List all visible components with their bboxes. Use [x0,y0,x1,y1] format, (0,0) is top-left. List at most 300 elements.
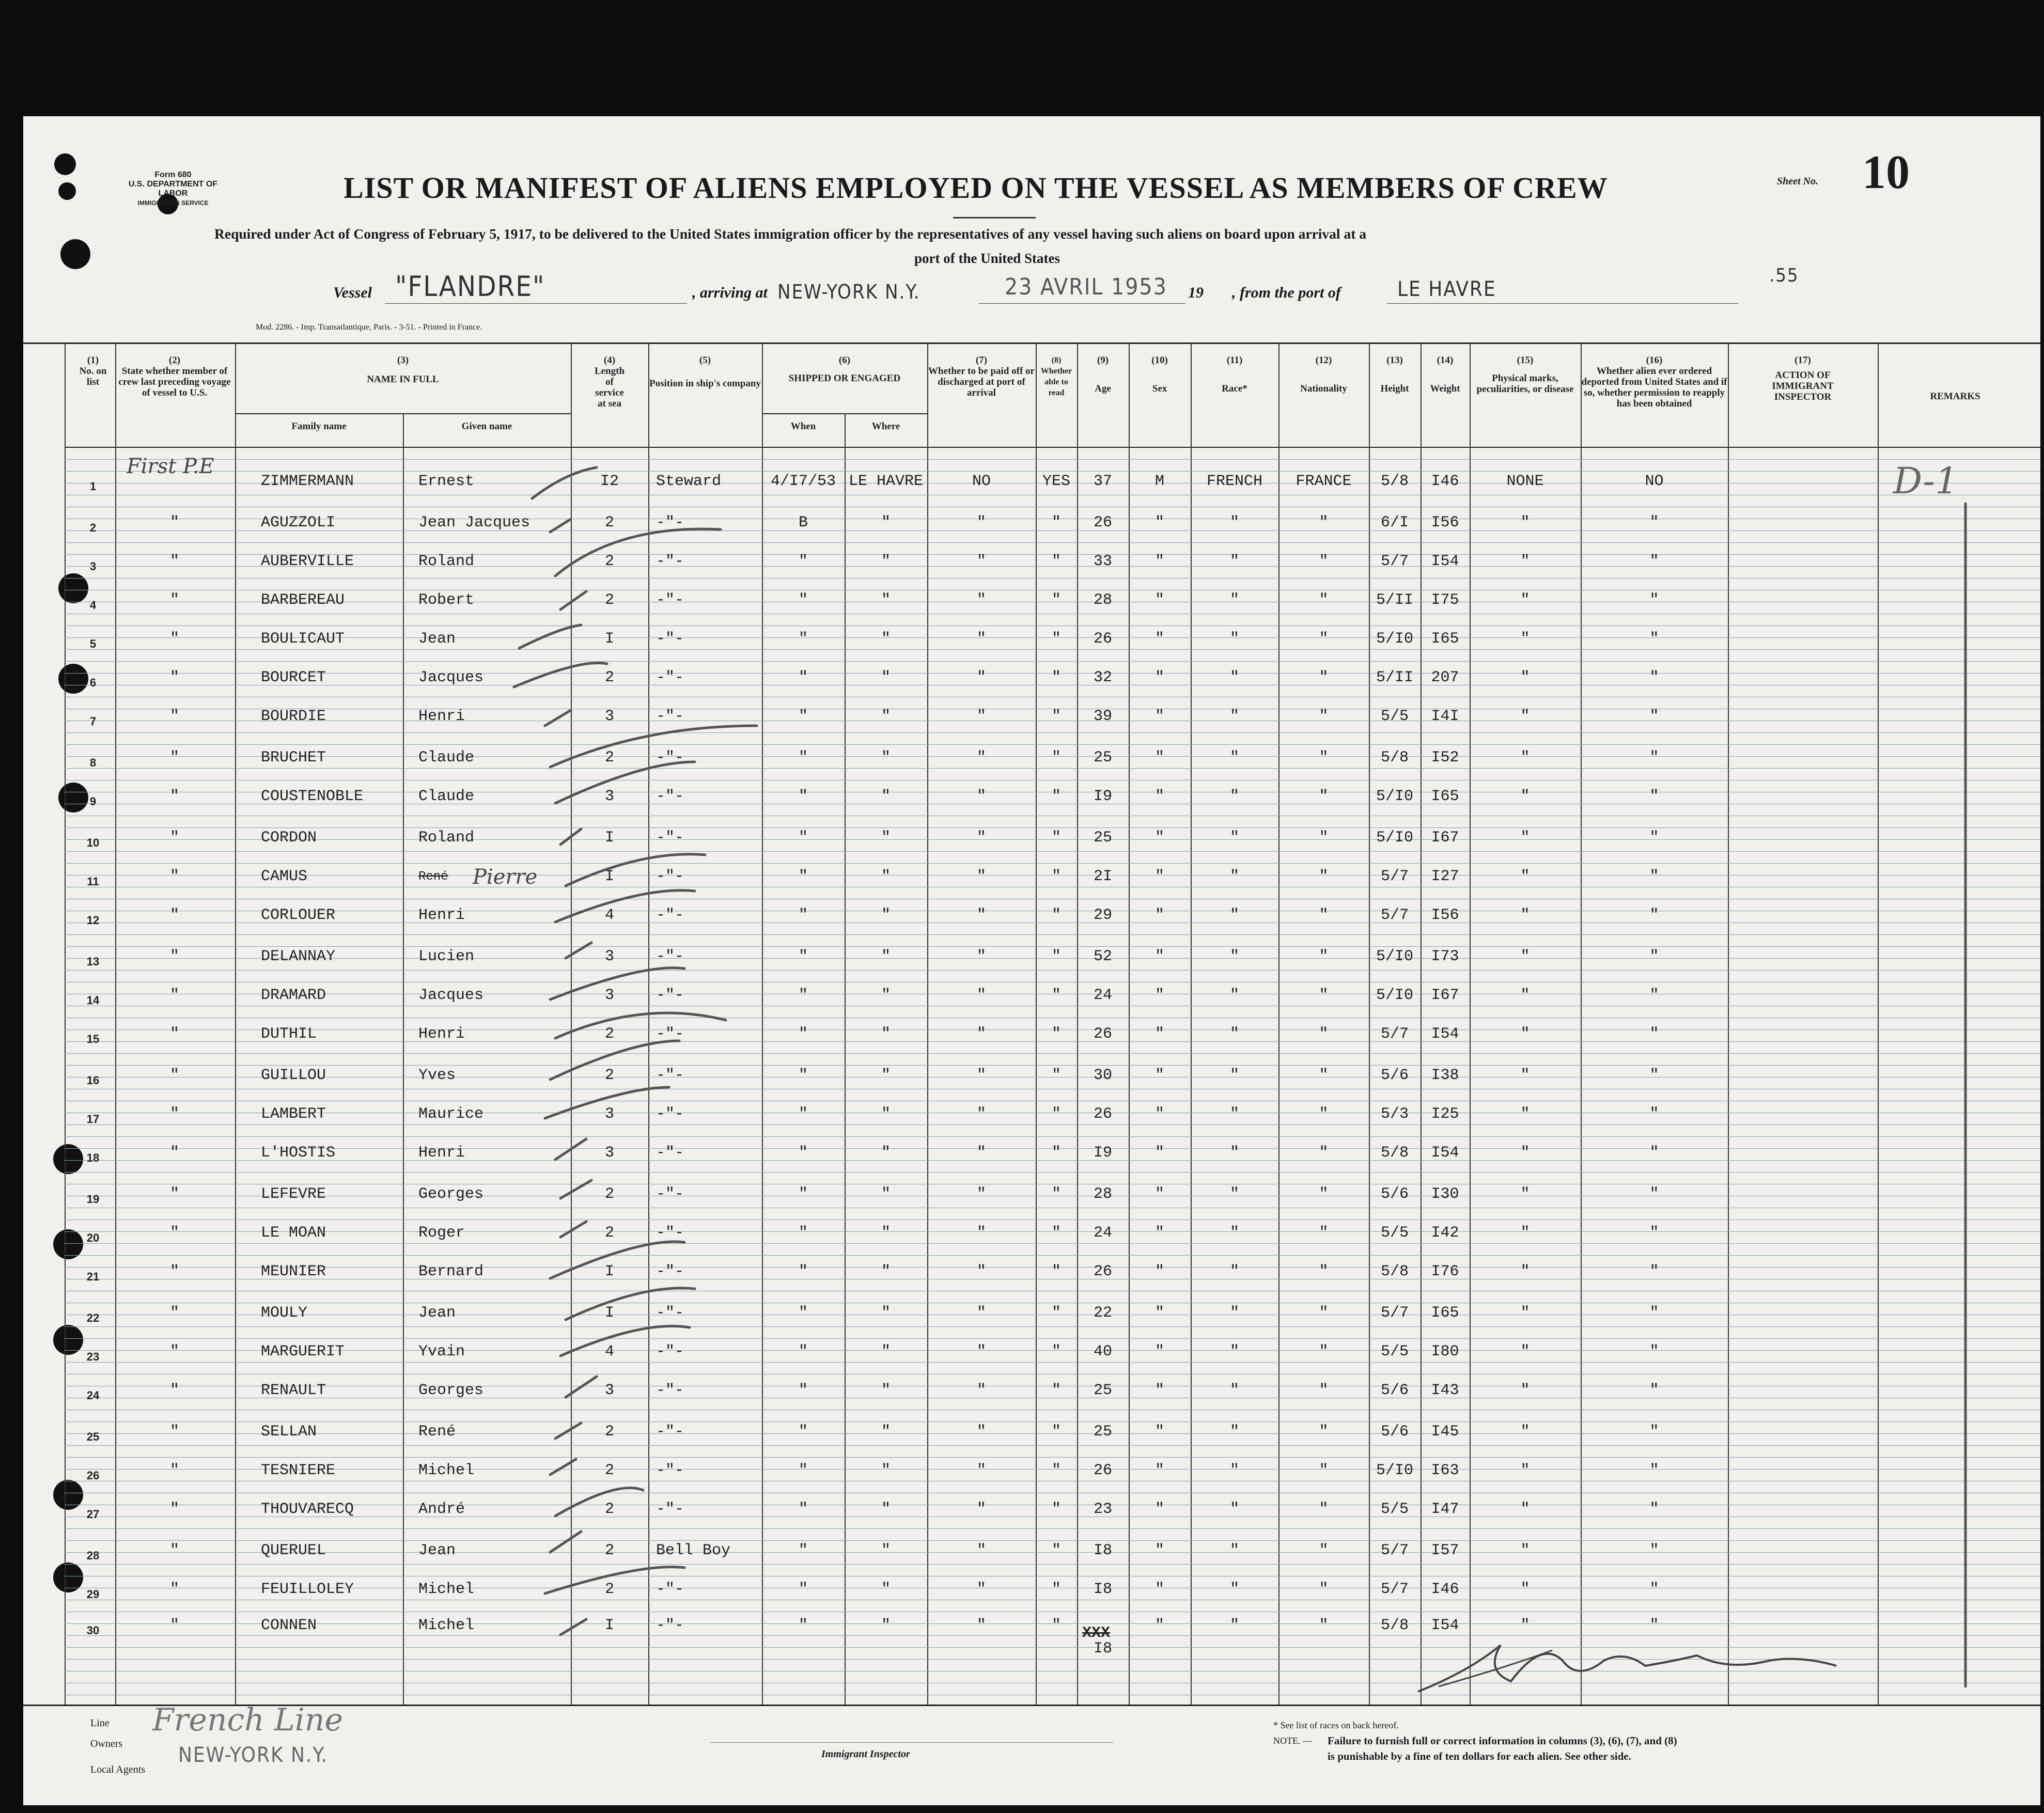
cell-age: 24 [1093,1224,1112,1242]
cell-read: " [1051,788,1061,805]
cell-paid: " [976,749,986,767]
inspector-signature-line [710,1742,1113,1743]
cell-paid: " [976,591,986,609]
cell-nationality: " [1319,788,1329,805]
cell-nationality: " [1319,948,1329,965]
col-marks-header: (15) Physical marks, peculiarities, or disease [1476,355,1574,395]
pencil-check-marks [23,116,2040,1805]
col-sex-header: (10) Sex [1151,355,1168,394]
cell-family: DELANNAY [261,948,336,965]
cell-marks: " [1520,1581,1530,1598]
cell-weight: I47 [1431,1501,1459,1518]
cell-read: " [1051,1581,1061,1598]
cell-paid: " [976,1185,986,1203]
cell-family: BARBEREAU [261,591,345,609]
cell-height: 5/I0 [1376,948,1413,965]
cell-deported: " [1649,1462,1659,1479]
cell-height: 5/I0 [1376,829,1413,847]
arrival-date: 23 AVRIL 1953 [1005,274,1167,300]
cell-where: " [881,553,891,570]
cell-race: " [1229,829,1239,847]
cell-position: -"- [656,1581,684,1598]
cell-height: 5/7 [1380,906,1409,924]
cell-nationality: " [1319,630,1329,648]
cell-height: 5/5 [1380,1224,1409,1242]
cell-nationality: " [1319,987,1329,1004]
cell-given: Lucien [418,948,475,965]
cell-read: " [1051,669,1061,686]
cell-position: -"- [656,788,684,805]
cell-where: " [881,749,891,767]
arriving-port: NEW-YORK N.Y. [777,280,920,303]
cell-given: Roger [418,1224,465,1242]
cell-family: DRAMARD [261,987,326,1004]
col-service-header: (4) Length of service at sea [594,355,625,409]
cell-prev: " [169,1224,179,1242]
cell-service: 3 [604,987,614,1004]
cell-prev: " [169,669,179,686]
cell-height: 5/8 [1380,749,1409,767]
cell-position: -"- [656,906,684,924]
cell-race: " [1229,708,1239,725]
cell-service: I [604,1304,614,1322]
row-number: 12 [86,914,100,927]
cell-position: -"- [656,1263,684,1280]
cell-age: I8 [1093,1581,1112,1598]
cell-sex: " [1154,829,1164,847]
cell-family: CORDON [261,829,317,847]
footer-owners-label: Owners [90,1738,123,1749]
cell-nationality: " [1319,1144,1329,1162]
cell-sex: " [1154,1304,1164,1322]
cell-service: 3 [604,708,614,725]
cell-family: MARGUERIT [261,1343,345,1361]
cell-when: " [798,1581,808,1598]
cell-when: " [798,1462,808,1479]
cell-deported: NO [1645,473,1664,490]
col-paid-off-header: (7) Whether to be paid off or discharged at port of arrival [928,355,1035,398]
cell-sex: " [1154,708,1164,725]
cell-where: " [881,1542,891,1559]
row-number: 11 [87,875,99,888]
cell-weight: I67 [1431,829,1459,847]
age-struck-text: XXX [1082,1624,1111,1642]
cell-race: " [1229,1617,1239,1634]
cell-weight: I65 [1431,788,1459,805]
cell-paid: " [976,708,986,725]
cell-height: 5/I0 [1376,1462,1413,1479]
cell-given: Georges [418,1382,484,1399]
cell-given: René [418,1423,456,1441]
cell-height: 5/6 [1380,1423,1409,1441]
cell-where: " [881,987,891,1004]
cell-family: BOULICAUT [261,630,345,648]
cell-where: " [881,1304,891,1322]
cell-marks: " [1520,987,1530,1004]
cell-read: " [1051,868,1061,885]
cell-race: " [1229,669,1239,686]
cell-race: " [1229,1224,1239,1242]
cell-when: " [798,708,808,725]
cell-read: " [1051,708,1061,725]
cell-given: Henri [418,1144,465,1162]
cell-position: -"- [656,1144,684,1162]
cell-weight: I65 [1431,630,1459,648]
cell-service: 3 [604,948,614,965]
cell-prev: " [169,1025,179,1043]
manifest-sheet [23,116,2040,1805]
cell-paid: " [976,1105,986,1123]
cell-nationality: " [1319,1581,1329,1598]
cell-nationality: " [1319,1423,1329,1441]
cell-deported: " [1649,749,1659,767]
first-pe-note: First P.E [127,455,214,478]
cell-race: " [1229,1382,1239,1399]
cell-service: 2 [604,514,614,532]
cell-sex: " [1154,1144,1164,1162]
printer-line: Mod. 2286. - Imp. Transatlantique, Paris. - 3-51. - Printed in France. [256,323,482,332]
cell-marks: " [1520,948,1530,965]
cell-read: " [1051,1501,1061,1518]
cell-deported: " [1649,591,1659,609]
from-port: LE HAVRE [1397,277,1496,301]
cell-when: " [798,1224,808,1242]
cell-marks: " [1520,1542,1530,1559]
cell-service: 2 [604,1025,614,1043]
cell-given: Yves [418,1067,456,1084]
cell-prev: " [169,1144,179,1162]
col-deported-header: (16) Whether alien ever ordered deported from United States and if so, whether permission to reapply has been obtained [1581,355,1727,409]
cell-sex: " [1154,1501,1164,1518]
cell-family: MEUNIER [261,1263,326,1280]
cell-prev: " [169,1067,179,1084]
cell-service: 2 [604,1224,614,1242]
cell-nationality: " [1319,749,1329,767]
cell-weight: I43 [1431,1382,1459,1399]
cell-prev: " [169,906,179,924]
cell-given: Henri [418,1025,465,1043]
cell-position: -"- [656,1025,684,1043]
cell-service: I [604,1263,614,1280]
cell-position: -"- [656,669,684,686]
cell-height: 5/I0 [1376,987,1413,1004]
cell-prev: " [169,1617,179,1634]
cell-family: LE MOAN [261,1224,326,1242]
cell-read: " [1051,1224,1061,1242]
cell-sex: " [1154,630,1164,648]
col-weight-header: (14) Weight [1430,355,1460,394]
cell-prev: " [169,829,179,847]
cell-weight: I56 [1431,906,1459,924]
given-name-correction: Pierre [473,865,538,889]
cell-deported: " [1649,1501,1659,1518]
cell-family: LAMBERT [261,1105,326,1123]
cell-where: " [881,708,891,725]
cell-where: " [881,591,891,609]
cell-deported: " [1649,906,1659,924]
cell-given: Yvain [418,1343,465,1361]
cell-read: " [1051,906,1061,924]
form-number: Form 680 U.S. DEPARTMENT OF LABOR IMMIGRATION SERVICE [128,170,218,207]
col-name-header: (3) NAME IN FULL [367,355,439,385]
cell-sex: " [1154,669,1164,686]
cell-where: " [881,1617,891,1634]
cell-race: " [1229,906,1239,924]
cell-sex: " [1154,1542,1164,1559]
cell-nationality: " [1319,553,1329,570]
cell-position: -"- [656,1224,684,1242]
row-number: 17 [86,1113,100,1126]
cell-marks: " [1520,1382,1530,1399]
cell-position: -"- [656,708,684,725]
cell-paid: " [976,1144,986,1162]
cell-nationality: FRANCE [1296,473,1352,490]
cell-read: " [1051,749,1061,767]
cell-where: " [881,1025,891,1043]
cell-height: 5/6 [1380,1185,1409,1203]
cell-when: " [798,906,808,924]
cell-race: " [1229,630,1239,648]
cell-where: " [881,1263,891,1280]
cell-marks: " [1520,1185,1530,1203]
cell-deported: " [1649,948,1659,965]
cell-read: " [1051,1343,1061,1361]
cell-when: " [798,987,808,1004]
cell-when: " [798,1542,808,1559]
cell-read: " [1051,1144,1061,1162]
cell-sex: " [1154,987,1164,1004]
cell-sex: " [1154,1343,1164,1361]
cell-age: 23 [1093,1501,1112,1518]
cell-position: Bell Boy [656,1542,731,1559]
inspector-signature [1408,1630,1873,1702]
cell-family: DUTHIL [261,1025,317,1043]
cell-prev: " [169,1263,179,1280]
cell-age: 25 [1093,1423,1112,1441]
cell-when: " [798,553,808,570]
cell-weight: I54 [1431,553,1459,570]
cell-race: " [1229,1105,1239,1123]
col-no-header: (1) No. on list [79,355,107,387]
cell-weight: I42 [1431,1224,1459,1242]
cell-when: " [798,788,808,805]
cell-nationality: " [1319,514,1329,532]
cell-race: " [1229,987,1239,1004]
cell-nationality: " [1319,1343,1329,1361]
cell-height: 5/8 [1380,1263,1409,1280]
cell-read: " [1051,591,1061,609]
cell-paid: " [976,514,986,532]
remarks-d1-mark: D-1 [1893,460,1958,502]
cell-deported: " [1649,1423,1659,1441]
cell-weight: I63 [1431,1462,1459,1479]
cell-family: COUSTENOBLE [261,788,364,805]
sheet-number: 10 [1862,146,1910,198]
cell-height: 5/II [1376,591,1413,609]
cell-age: 33 [1093,553,1112,570]
col-family-name-header: Family name [291,421,347,432]
cell-where: " [881,829,891,847]
cell-marks: " [1520,591,1530,609]
cell-service: 2 [604,1185,614,1203]
cell-race: " [1229,1501,1239,1518]
immigrant-inspector-label: Immigrant Inspector [821,1748,910,1760]
cell-given: Michel [418,1462,475,1479]
cell-height: 5/5 [1380,1501,1409,1518]
cell-age: 25 [1093,749,1112,767]
cell-paid: " [976,906,986,924]
cell-given: Bernard [418,1263,484,1280]
cell-paid: " [976,1067,986,1084]
cell-where: LE HAVRE [848,473,924,490]
cell-given: Jean [418,1542,456,1559]
year-label: 19 [1188,284,1204,301]
cell-nationality: " [1319,1462,1329,1479]
cell-service: 2 [604,749,614,767]
cell-marks: " [1520,1263,1530,1280]
cell-paid: " [976,1382,986,1399]
col-when-header: When [790,421,816,432]
cell-sex: " [1154,1382,1164,1399]
cell-deported: " [1649,514,1659,532]
cell-service: 4 [604,906,614,924]
row-number: 3 [89,560,97,573]
cell-given: Michel [418,1581,475,1598]
cell-nationality: " [1319,906,1329,924]
cell-family: LEFEVRE [261,1185,326,1203]
row-number: 14 [86,994,100,1007]
cell-read: " [1051,1542,1061,1559]
cell-weight: I73 [1431,948,1459,965]
cell-position: -"- [656,948,684,965]
cell-weight: I25 [1431,1105,1459,1123]
cell-age: 25 [1093,1382,1112,1399]
cell-prev: " [169,868,179,885]
cell-age: 28 [1093,591,1112,609]
cell-when: " [798,1105,808,1123]
cell-where: " [881,868,891,885]
cell-race: " [1229,1025,1239,1043]
cell-paid: " [976,630,986,648]
cell-sex: M [1154,473,1164,490]
cell-height: 5/6 [1380,1382,1409,1399]
cell-service: I [604,1617,614,1634]
cell-age: I8 [1093,1542,1112,1559]
cell-given: Jacques [418,669,484,686]
cell-weight: I80 [1431,1343,1459,1361]
cell-deported: " [1649,708,1659,725]
cell-when: " [798,1617,808,1634]
col-where-header: Where [871,421,900,432]
cell-position: -"- [656,1423,684,1441]
cell-service: I2 [600,473,619,490]
cell-age: 25 [1093,829,1112,847]
cell-marks: " [1520,1343,1530,1361]
cell-weight: I30 [1431,1185,1459,1203]
cell-position: -"- [656,987,684,1004]
cell-age: 26 [1093,1025,1112,1043]
col-given-name-header: Given name [461,421,512,432]
cell-nationality: " [1319,1304,1329,1322]
cell-height: 5/5 [1380,708,1409,725]
cell-when: " [798,1067,808,1084]
row-number: 18 [86,1151,100,1164]
cell-where: " [881,669,891,686]
cell-sex: " [1154,1067,1164,1084]
cell-where: " [881,1581,891,1598]
cell-deported: " [1649,987,1659,1004]
cell-family: THOUVARECQ [261,1501,354,1518]
cell-marks: " [1520,1617,1530,1634]
cell-race: " [1229,553,1239,570]
cell-sex: " [1154,1617,1164,1634]
cell-deported: " [1649,553,1659,570]
cell-age: 40 [1093,1343,1112,1361]
cell-marks: " [1520,788,1530,805]
cell-paid: " [976,1263,986,1280]
col-age-header: (9) Age [1095,355,1111,394]
cell-service: 2 [604,1067,614,1084]
cell-family: AUBERVILLE [261,553,354,570]
cell-age: 37 [1093,473,1112,490]
cell-marks: " [1520,1105,1530,1123]
col-read-header: (8) Whether able to read [1040,356,1072,397]
cell-sex: " [1154,591,1164,609]
cell-weight: I67 [1431,987,1459,1004]
cell-when: " [798,669,808,686]
cell-race: " [1229,948,1239,965]
cell-where: " [881,1144,891,1162]
cell-marks: " [1520,868,1530,885]
cell-marks: " [1520,630,1530,648]
cell-height: 5/II [1376,669,1413,686]
row-number: 4 [89,599,97,612]
cell-when: " [798,829,808,847]
cell-service: 2 [604,1423,614,1441]
cell-position: -"- [656,514,684,532]
cell-given: Henri [418,708,465,725]
cell-where: " [881,1501,891,1518]
cell-given: Robert [418,591,475,609]
cell-prev: " [169,788,179,805]
code-number: .55 [1769,265,1799,286]
cell-read: " [1051,1382,1061,1399]
cell-position: -"- [656,1304,684,1322]
col-remarks-header: REMARKS [1930,391,1980,402]
cell-paid: " [976,987,986,1004]
cell-given: Michel [418,1617,475,1634]
cell-where: " [881,1185,891,1203]
cell-read: " [1051,514,1061,532]
row-number: 25 [86,1430,100,1443]
cell-family: ZIMMERMANN [261,473,354,490]
cell-when: " [798,749,808,767]
cell-race: " [1229,591,1239,609]
cell-deported: " [1649,1263,1659,1280]
cell-family: SELLAN [261,1423,317,1441]
cell-read: " [1051,1263,1061,1280]
cell-service: 2 [604,669,614,686]
cell-prev: " [169,1501,179,1518]
cell-service: 4 [604,1343,614,1361]
cell-height: 5/7 [1380,1542,1409,1559]
row-number: 7 [89,715,97,728]
cell-weight: I54 [1431,1144,1459,1162]
races-note: * See list of races on back hereof. [1273,1720,1399,1730]
cell-deported: " [1649,669,1659,686]
cell-deported: " [1649,1067,1659,1084]
cell-deported: " [1649,868,1659,885]
